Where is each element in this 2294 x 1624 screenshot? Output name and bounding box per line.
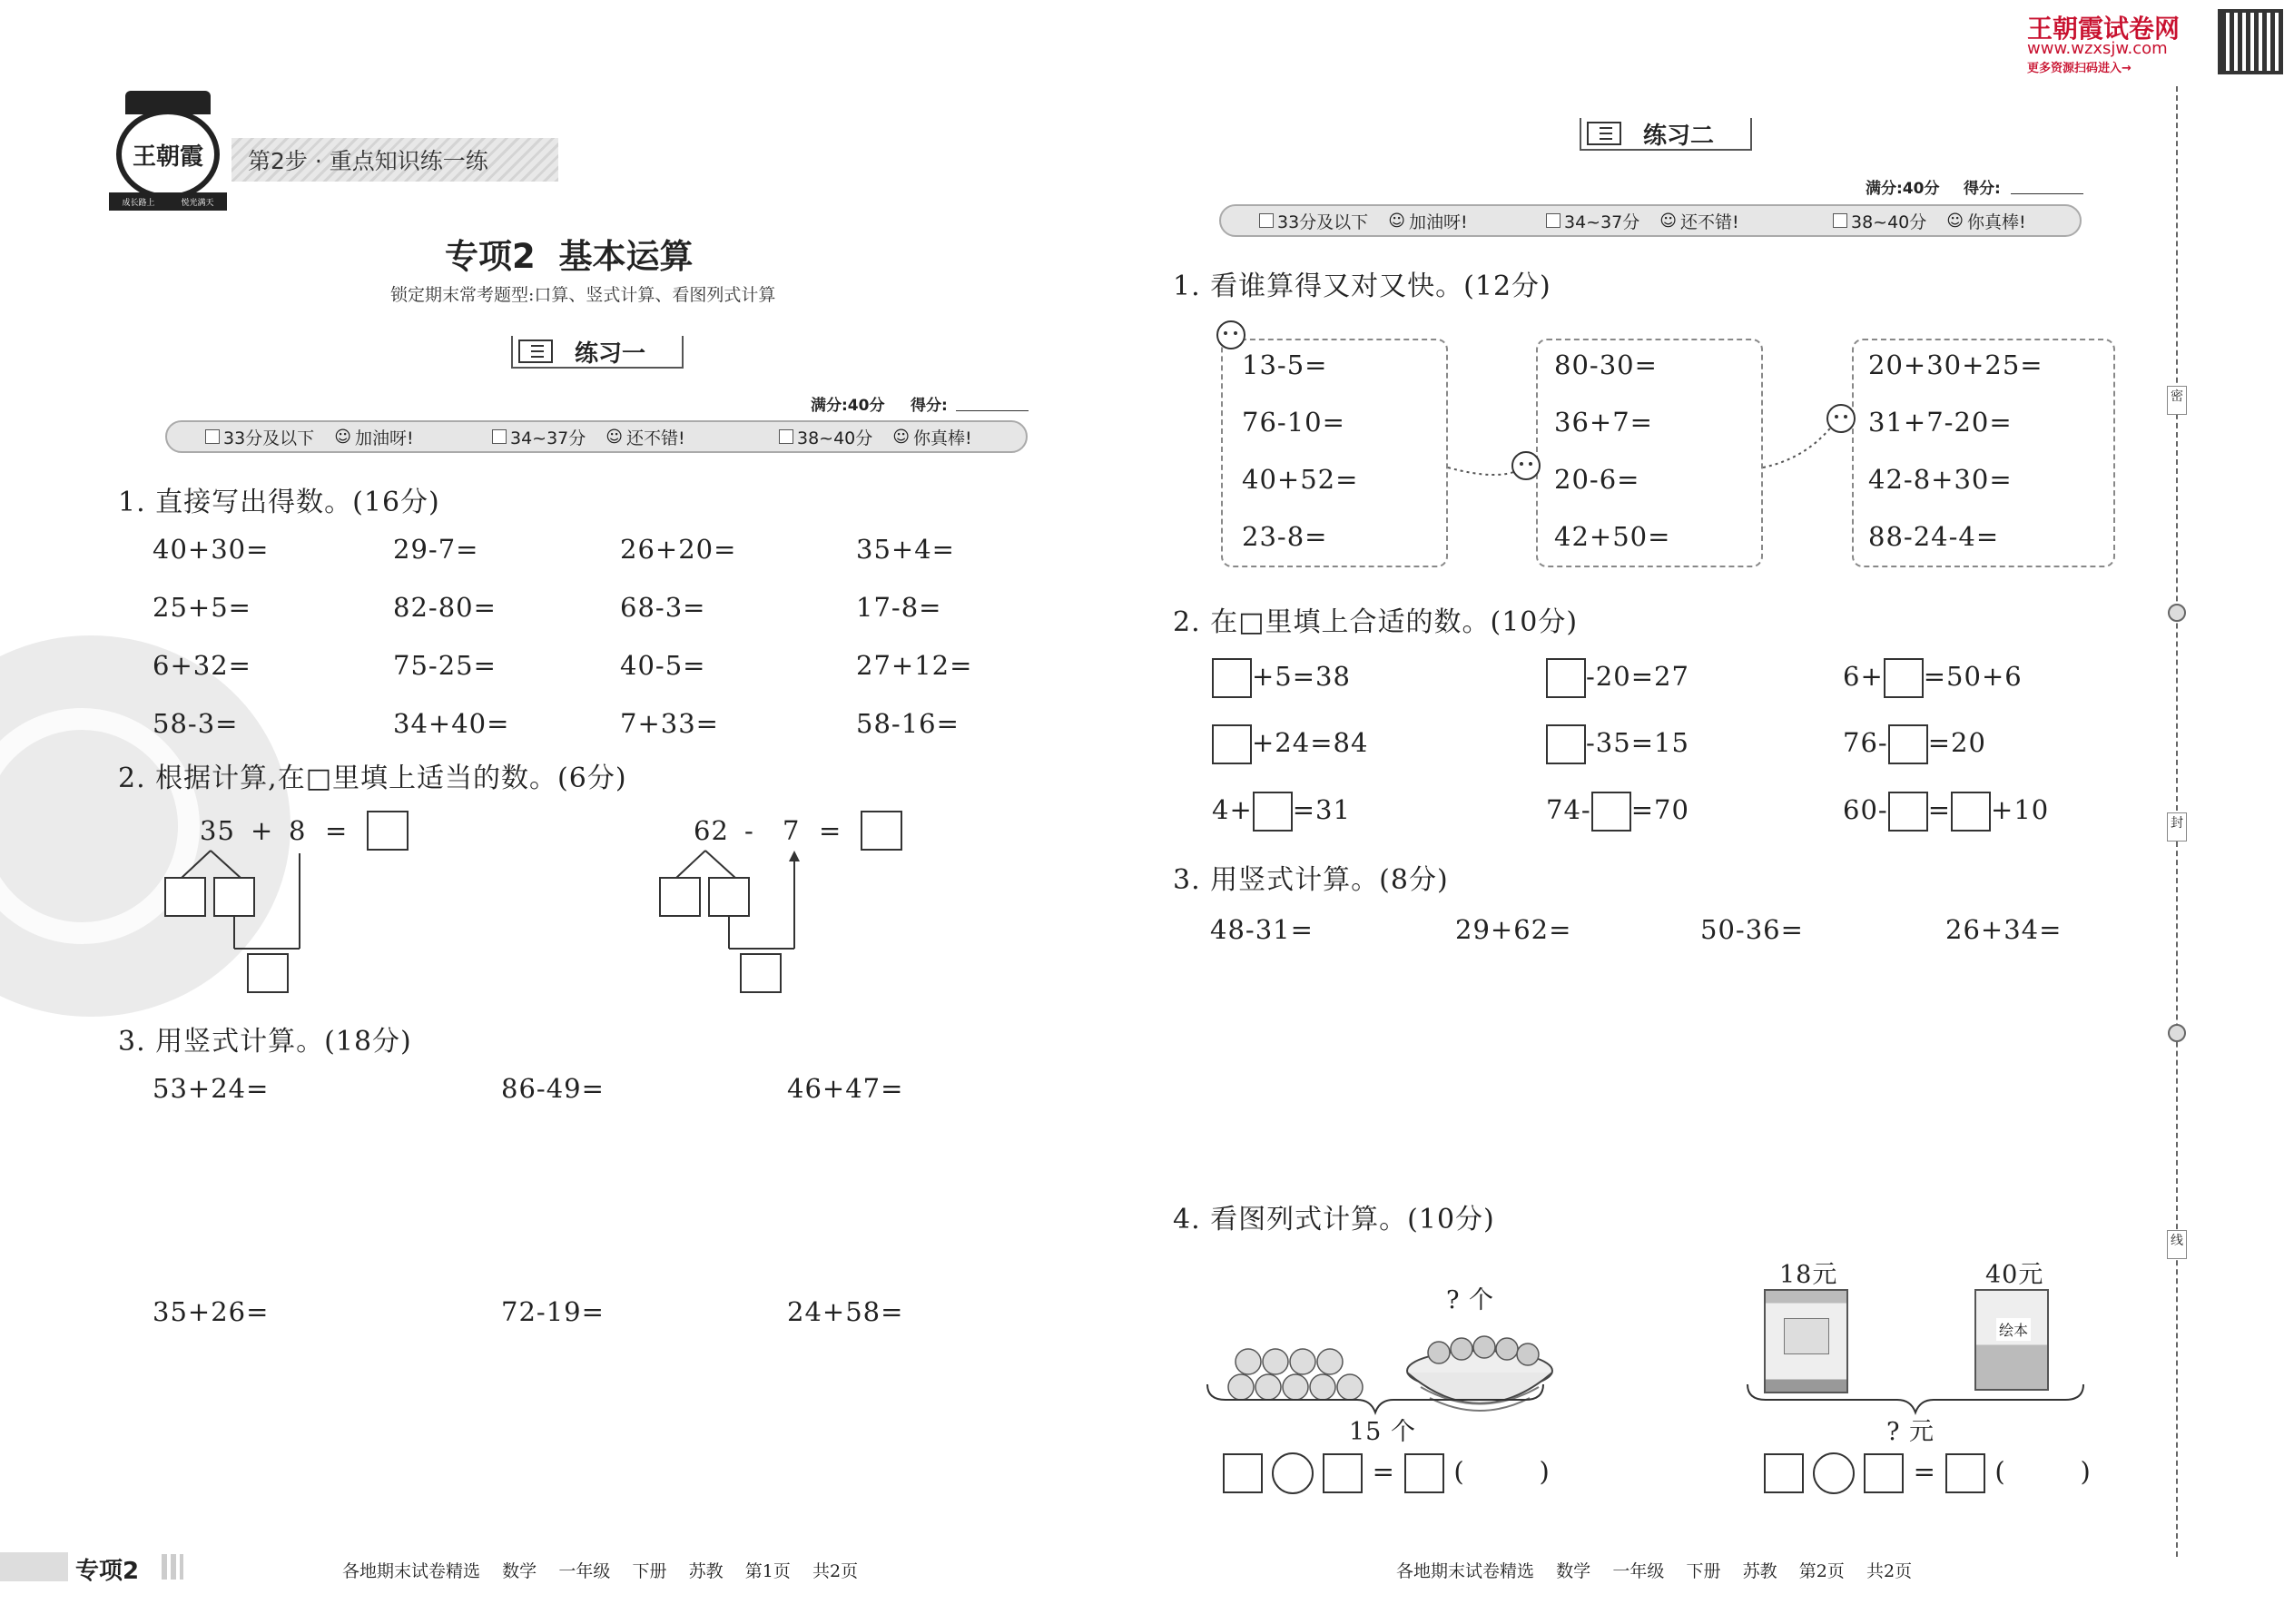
score-level-3 [1793,209,2080,233]
blank-box[interactable] [1546,658,1586,698]
operator-circle[interactable] [1813,1452,1855,1494]
fill-text: =50+6 [1923,661,2023,692]
unit-parens: ( ) [1994,1456,2092,1487]
operand-1: 62 [694,815,729,846]
smiley-icon: ☺ [605,427,624,447]
blank-box[interactable] [1212,658,1252,698]
calc-group-3-items [1868,349,2043,552]
oral-item: 35+4= [856,534,955,565]
footer-right: 各地期末试卷精选 数学 一年级 下册 苏教 第2页 共2页 [1396,1561,1913,1581]
oral-item: 82-80= [393,592,497,623]
blank-box[interactable] [1212,724,1252,764]
fill-item [1843,658,2023,698]
split-lines-b [649,849,831,958]
binding-bead [2168,1024,2186,1042]
vertical-calc-item: 72-19= [501,1296,605,1327]
vertical-calc-item: 86-49= [501,1073,605,1104]
vertical-calc-item: 50-36= [1700,914,1804,945]
checkbox[interactable] [1833,213,1847,228]
calc-item: 42-8+30= [1868,464,2013,495]
vertical-calc-item: 29+62= [1455,914,1572,945]
ex2-title-box [1580,118,1752,151]
fill-text: -35=15 [1586,727,1689,758]
ex1-q3-title: 3. 用竖式计算。(18分) [118,1026,412,1058]
equals: = [1913,1456,1936,1487]
operand-2: 7 [783,815,801,846]
oral-item: 25+5= [153,592,251,623]
operand-2: 8 [289,815,307,846]
fill-item [1546,724,1689,764]
brand-name: 王朝霞试卷网 [2027,14,2181,44]
vertical-calc-item: 26+34= [1945,914,2063,945]
ex1-title-box [511,336,684,369]
vertical-calc-item: 35+26= [153,1296,270,1327]
level-range: 33分及以下 [223,428,315,448]
oral-item: 58-16= [856,708,960,739]
fill-item [1212,658,1351,698]
level-remark: 还不错! [1680,212,1739,232]
answer-equation-left [1223,1452,1551,1494]
checkbox[interactable] [205,429,220,444]
fill-text: =20 [1927,727,1986,758]
checkbox[interactable] [1546,213,1561,228]
blank-box[interactable] [1764,1453,1804,1493]
step-banner [231,138,558,182]
oral-item: 40-5= [620,650,706,681]
fill-item [1843,792,2049,832]
fill-text: = [1927,794,1952,825]
ex2-score-bar [1219,204,2082,237]
footer-dots [162,1554,183,1580]
blank-box[interactable] [1945,1453,1985,1493]
level-range: 34~37分 [1564,212,1640,232]
blank-box[interactable] [1864,1453,1904,1493]
footer-tag: 专项2 [75,1558,140,1585]
score-level-2 [452,425,739,449]
binding-bead [2168,604,2186,622]
binding-label-2: 封 [2167,812,2187,842]
unit-parens: ( ) [1453,1456,1551,1487]
ex1-title: 练习一 [575,340,646,368]
fill-text: +10 [1991,794,2050,825]
ex2-q3-title: 3. 用竖式计算。(8分) [1173,864,1449,896]
footer-left: 各地期末试卷精选 数学 一年级 下册 苏教 第1页 共2页 [342,1561,859,1581]
fill-text: =70 [1630,794,1689,825]
smiley-icon: ☺ [1388,211,1405,231]
score-level-3 [739,425,1026,449]
binding-label-3: 线 [2167,1230,2187,1259]
left-brace [1203,1380,1548,1416]
level-remark: 你真棒! [1967,212,2026,232]
fill-text: +5=38 [1252,661,1351,692]
unknown-count-label: ? 个 [1446,1286,1495,1314]
smiley-icon: ☺ [892,427,911,447]
right-brace [1743,1380,2088,1416]
calc-item: 80-30= [1554,349,1658,380]
ex1-score-bar [165,420,1028,453]
vertical-calc-item: 24+58= [787,1296,904,1327]
score-level-2 [1506,209,1793,233]
fill-text: 60- [1843,794,1888,825]
notebook-icon [1587,122,1621,145]
oral-item: 34+40= [393,708,510,739]
vertical-calc-item: 46+47= [787,1073,904,1104]
calc-item: 20-6= [1554,464,1640,495]
blank-box[interactable] [1546,724,1586,764]
calc-item: 31+7-20= [1868,407,2013,438]
oral-item: 58-3= [153,708,239,739]
ex1-score-label: 得分: [911,397,948,415]
level-remark: 加油呀! [354,428,414,448]
vertical-calc-item: 53+24= [153,1073,270,1104]
total-count-label: 15 个 [1349,1418,1416,1446]
oral-item: 29-7= [393,534,479,565]
vertical-calc-item: 48-31= [1210,914,1314,945]
blank-box[interactable] [1888,724,1928,764]
fill-text: 4+ [1212,794,1253,825]
ex1-score-blank[interactable] [956,410,1029,411]
calc-item: 88-24-4= [1868,521,2000,552]
blank-box[interactable] [1591,792,1631,832]
equals: = [325,815,349,846]
fill-text: 74- [1546,794,1591,825]
checkbox[interactable] [779,429,793,444]
blank-box[interactable] [1888,792,1928,832]
oral-item: 6+32= [153,650,251,681]
answer-equation-right [1764,1452,2092,1494]
equals: = [1372,1456,1395,1487]
score-level-1 [167,425,452,449]
book-2-picture [1974,1289,2049,1391]
qr-code-icon[interactable] [2218,9,2283,74]
answer-box[interactable] [367,811,409,851]
ex2-full-score: 满分:40分 [1866,180,1940,198]
calc-item: 40+52= [1242,464,1359,495]
checkbox[interactable] [492,429,507,444]
oral-item: 40+30= [153,534,270,565]
level-range: 38~40分 [797,428,873,448]
blank-box[interactable] [1253,792,1293,832]
calc-item: 76-10= [1242,407,1345,438]
ex1-q2-title: 2. 根据计算,在□里填上适当的数。(6分) [118,763,627,794]
score-level-1 [1221,209,1506,233]
notebook-icon [518,340,553,363]
oral-item: 75-25= [393,650,497,681]
footer-tag-bg [0,1552,68,1581]
ex2-q4-title: 4. 看图列式计算。(10分) [1173,1204,1495,1235]
operator-circle[interactable] [1272,1452,1314,1494]
binding-label-1: 密 [2167,386,2187,415]
level-remark: 加油呀! [1408,212,1468,232]
fill-item [1212,724,1368,764]
ex2-score-label: 得分: [1964,180,2001,198]
calc-item: 20+30+25= [1868,349,2043,380]
book-title: 绘本 [1996,1318,2031,1341]
total-price-label: ? 元 [1886,1418,1935,1446]
calc-item: 36+7= [1554,407,1653,438]
oral-item: 68-3= [620,592,706,623]
split-lines-a [154,849,336,958]
price-label-1: 18元 [1779,1261,1838,1289]
level-range: 38~40分 [1851,212,1927,232]
level-remark: 还不错! [626,428,685,448]
ex2-q1-title: 1. 看谁算得又对又快。(12分) [1173,271,1551,302]
smiley-icon: ☺ [1946,211,1964,231]
price-label-2: 40元 [1985,1261,2044,1289]
logo-ribbon-right: 悦光满天 [181,198,214,208]
logo [109,91,227,218]
fill-item [1546,658,1689,698]
blank-box[interactable] [1884,658,1924,698]
smiley-icon: ☺ [1659,211,1678,231]
answer-box[interactable] [861,811,902,851]
group-connectors [1207,313,1861,495]
oral-item: 7+33= [620,708,719,739]
section-title: 专项2 基本运算 [445,237,694,276]
calc-item: 23-8= [1242,521,1328,552]
fill-text: 6+ [1843,661,1884,692]
fill-text: =31 [1292,794,1351,825]
ex1-full-score: 满分:40分 [811,397,885,415]
fill-text: 76- [1843,727,1888,758]
calc-item: 13-5= [1242,349,1328,380]
logo-ribbon-left: 成长路上 [122,198,155,208]
level-range: 33分及以下 [1277,212,1369,232]
equals: = [819,815,842,846]
operator: + [251,815,274,846]
checkbox[interactable] [1259,213,1274,228]
blank-box[interactable] [1223,1453,1263,1493]
book-1-picture [1764,1289,1848,1393]
section-subtitle: 锁定期末常考题型:口算、竖式计算、看图列式计算 [390,285,776,305]
brand-cta: 更多资源扫码进入→ [2027,62,2132,75]
step-banner-text: 第2步 · 重点知识练一练 [248,148,488,174]
result-box[interactable] [740,953,782,993]
blank-box[interactable] [1951,792,1991,832]
operator: - [744,815,754,846]
fill-text: +24=84 [1252,727,1369,758]
smiley-icon: ☺ [334,427,351,447]
logo-text: 王朝霞 [132,143,203,171]
operand-1: 35 [200,815,235,846]
ex1-q1-grid [153,534,1024,739]
level-remark: 你真棒! [913,428,972,448]
blank-box[interactable] [1323,1453,1363,1493]
calc-item: 42+50= [1554,521,1671,552]
ex2-q2-title: 2. 在□里填上合适的数。(10分) [1173,606,1579,638]
level-range: 34~37分 [510,428,586,448]
fill-item [1546,792,1689,832]
result-box[interactable] [247,953,289,993]
fill-text: -20=27 [1586,661,1689,692]
ex1-q1-title: 1. 直接写出得数。(16分) [118,487,440,518]
oral-item: 17-8= [856,592,942,623]
oral-item: 26+20= [620,534,737,565]
blank-box[interactable] [1404,1453,1444,1493]
fill-item [1212,792,1351,832]
fill-item [1843,724,1986,764]
brand-url: www.wzxsjw.com [2027,39,2168,58]
oral-item: 27+12= [856,650,973,681]
ex2-score-blank[interactable] [2011,193,2083,194]
ex2-title: 练习二 [1643,122,1715,150]
